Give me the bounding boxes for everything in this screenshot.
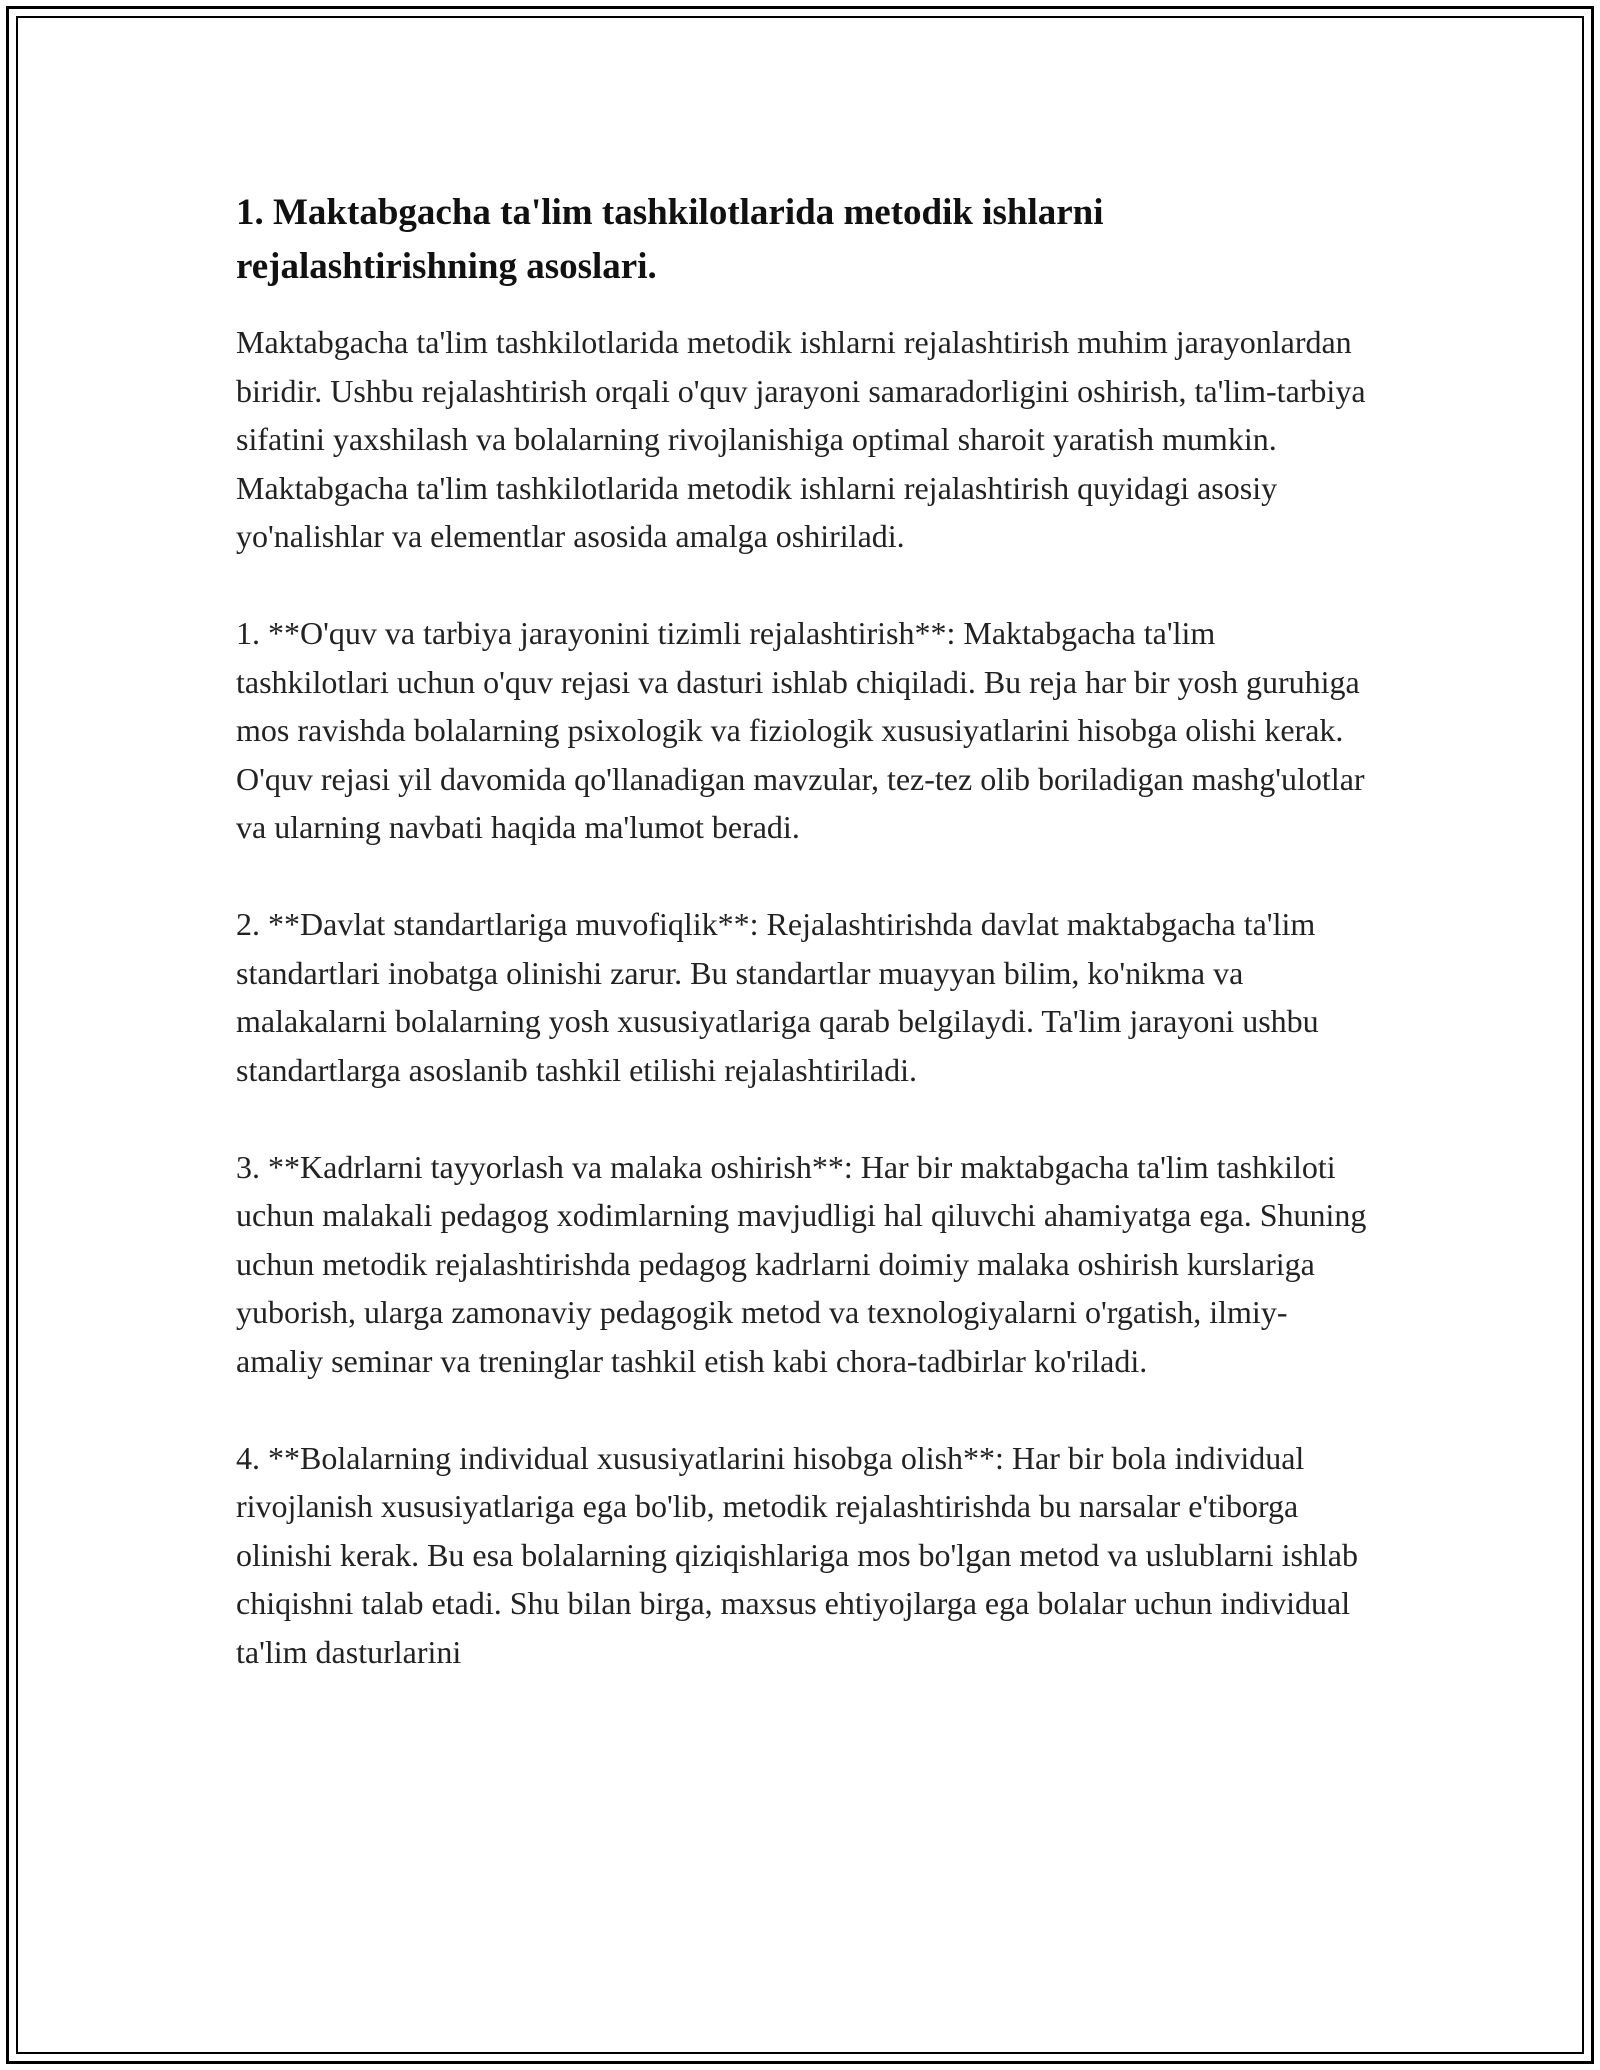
list-item-1-paragraph: 1. **O'quv va tarbiya jarayonini tizimli rejalashtirish**: Maktabgacha ta'lim tashkilotlari uchun o'quv rejasi va dasturi ishlab chiqiladi. Bu reja har bir yosh guruhiga mos ravishda bolalarning psixologik va fiziologik xususiyatlarini hisobga olishi kerak. O'quv rejasi yil davomida qo'llanadigan mavzular, tez-tez olib boriladigan mashg'ulotlar va ularning navbati haqida ma'lumot beradi.	[236, 615, 1365, 845]
document-body	[236, 186, 1371, 1725]
intro-paragraph: Maktabgacha ta'lim tashkilotlarida metodik ishlarni rejalashtirish muhim jarayonlardan biridir. Ushbu rejalashtirish orqali o'quv jarayoni samaradorligini oshirish, ta'lim-tarbiya sifatini yaxshilash va bolalarning rivojlanishiga optimal sharoit yaratish mumkin. Maktabgacha ta'lim tashkilotlarida metodik ishlarni rejalashtirish quyidagi asosiy yo'nalishlar va elementlar asosida amalga oshiriladi.	[236, 324, 1366, 554]
list-item-4-paragraph: 4. **Bolalarning individual xususiyatlarini hisobga olish**: Har bir bola individual rivojlanish xususiyatlariga ega bo'lib, metodik rejalashtirishda bu narsalar e'tiborga olinishi kerak. Bu esa bolalarning qiziqishlariga mos bo'lgan metod va uslublarni ishlab chiqishni talab etadi. Shu bilan birga, maxsus ehtiyojlarga ega bolalar uchun individual ta'lim dasturlarini	[236, 1439, 1358, 1670]
list-item-2-paragraph: 2. **Davlat standartlariga muvofiqlik**: Rejalashtirishda davlat maktabgacha ta'lim standartlari inobatga olinishi zarur. Bu standartlar muayyan bilim, ko'nikma va malakalarni bolalarning yosh xususiyatlariga qarab belgilaydi. Ta'lim jarayoni ushbu standartlarga asoslanib tashkil etilishi rejalashtiriladi.	[236, 906, 1319, 1088]
section-heading: 1. Maktabgacha ta'lim tashkilotlarida metodik ishlarni rejalashtirishning asoslari.	[236, 192, 1104, 287]
list-item-3-paragraph: 3. **Kadrlarni tayyorlash va malaka oshirish**: Har bir maktabgacha ta'lim tashkiloti uchun malakali pedagog xodimlarning mavjudligi hal qiluvchi ahamiyatga ega. Shuning uchun metodik rejalashtirishda pedagog kadrlarni doimiy malaka oshirish kurslariga yuborish, ularga zamonaviy pedagogik metod va texnologiyalarni o'rgatish, ilmiy-amaliy seminar va treninglar tashkil etish kabi chora-tadbirlar ko'riladi.	[236, 1148, 1367, 1379]
